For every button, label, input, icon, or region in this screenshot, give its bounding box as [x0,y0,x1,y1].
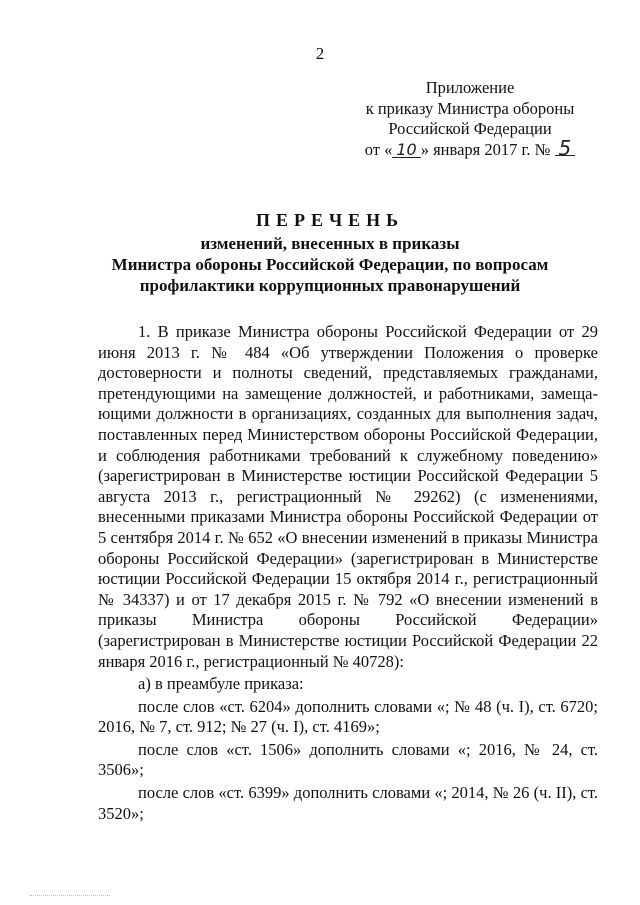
appendix-order-ref: к приказу Министра обороны [365,98,575,118]
handwritten-order-number: 5 [555,141,576,156]
subitem-1: после слов «ст. 6204» дополнить словами «; № 48 (ч. I), ст. 6720; 2016, № 7, ст. 912; № 27 (ч. I), ст. 4169»; [98,696,598,737]
heading-line-3: Министра обороны Российской Федерации, по вопросам [111,255,549,274]
handwritten-day: 10 [392,143,420,158]
heading-title: ПЕРЕЧЕНЬ [255,210,405,230]
appendix-title: Приложение [425,78,515,97]
appendix-block [340,78,600,160]
subitem-2: после слов «ст. 1506» дополнить словами «; 2016, № 24, ст. 3506»; [98,739,598,780]
appendix-country: Российской Федерации [388,119,552,138]
paragraph-1: 1. В приказе Министра обороны Российской Федерации от 29 июня 2013 г. № 484 «Об утверждении Положения о проверке достоверности и полноты сведений, представляемых гражданами, претендующими на замещение должностей, и работниками, замещающими должности в организациях, созданных для выполнения задач, поставленных перед Министерством обороны Российской Федерации, и соблюдения работниками требований к служебному поведению» (зарегистрирован в Министерстве юстиции Российской Федерации 5 августа 2013 г., регистрационный № 29262) (с изменениями, внесенными приказами Министра обороны Российской Федерации от 5 сентября 2014 г. № 652 «О внесении изменений в приказы Министра обороны Российской Федерации» (зарегистрирован в Министерстве юстиции Российской Федерации 15 октября 2014 г., регистрационный № 34337) и от 17 декабря 2015 г. № 792 «О внесении изменений в приказы Министра обороны Российской Федерации» (зарегистрирован в Министерстве юстиции Российской Федерации 22 января 2016 г., регистрационный № 40728): [98,322,598,671]
heading-line-4: профилактики коррупционных правонарушений [139,276,521,295]
document-heading [80,210,580,296]
appendix-date-line [340,135,600,161]
subitem-3: после слов «ст. 6399» дополнить словами «; 2014, № 26 (ч. II), ст. 3520»; [98,783,598,823]
date-suffix: » января 2017 г. № [420,139,551,159]
document-body [98,322,598,824]
scan-artifact [30,895,110,900]
item-a: а) в преамбуле приказа: [138,674,304,694]
heading-line-2: изменений, внесенных в приказы [200,234,460,253]
date-prefix: от « [364,139,393,159]
page-number: 2 [315,44,325,63]
